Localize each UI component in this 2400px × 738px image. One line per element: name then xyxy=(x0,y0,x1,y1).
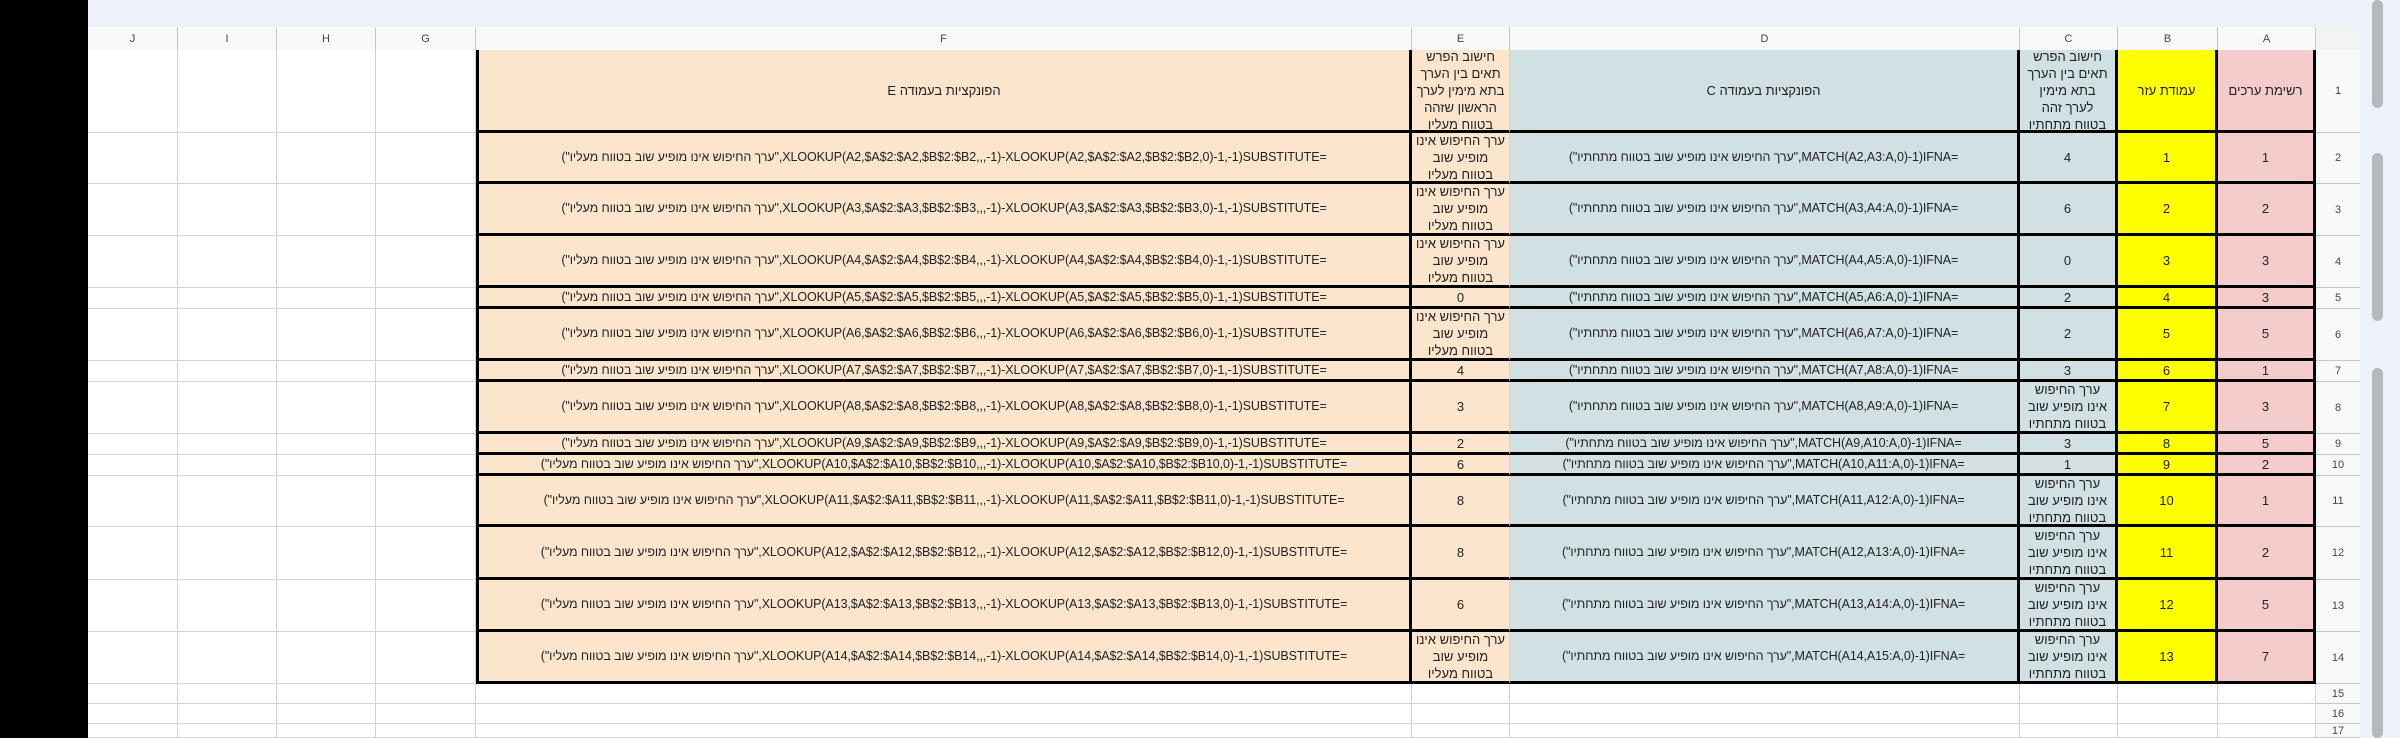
row-header-11[interactable]: 11 xyxy=(2316,476,2360,527)
cell-e1[interactable]: חישוב הפרש תאים בין הערך בתא מימין לערך הראשון שזהה בטווח מעליו xyxy=(1412,50,1510,133)
cell-e7[interactable]: 4 xyxy=(1412,361,1510,382)
cell-b2[interactable]: 1 xyxy=(2118,133,2218,184)
cell-i6[interactable] xyxy=(178,309,277,361)
cell-a9[interactable]: 5 xyxy=(2218,434,2316,455)
cell-b1[interactable]: עמודת עזר xyxy=(2118,50,2218,133)
row-header-7[interactable]: 7 xyxy=(2316,361,2360,382)
row-header-16[interactable]: 16 xyxy=(2316,704,2360,724)
cell-g10[interactable] xyxy=(376,455,476,476)
cell-e5[interactable]: 0 xyxy=(1412,288,1510,309)
cell-b16[interactable] xyxy=(2118,704,2218,724)
row-header-15[interactable]: 15 xyxy=(2316,684,2360,704)
cell-g15[interactable] xyxy=(376,684,476,704)
cell-j1[interactable] xyxy=(88,50,178,133)
row-header-8[interactable]: 8 xyxy=(2316,382,2360,434)
cell-b10[interactable]: 9 xyxy=(2118,455,2218,476)
cell-f1[interactable]: הפונקציות בעמודה E xyxy=(476,50,1412,133)
cell-i16[interactable] xyxy=(178,704,277,724)
spreadsheet-app xyxy=(88,0,2400,738)
cell-g3[interactable] xyxy=(376,184,476,236)
cell-d8[interactable]: =IFNA(MATCH(A8,A9:A,0)-1,"ערך החיפוש אינו מופיע שוב בטווח מתחתיו") xyxy=(1510,382,2020,434)
cell-h15[interactable] xyxy=(277,684,376,704)
cell-a6[interactable]: 5 xyxy=(2218,309,2316,361)
cell-j15[interactable] xyxy=(88,684,178,704)
cell-e6[interactable]: ערך החיפוש אינו מופיע שוב בטווח מעליו xyxy=(1412,309,1510,361)
cell-f13[interactable]: =SUBSTITUTE(XLOOKUP(A13,$A$2:$A13,$B$2:$B13,,,-1)-XLOOKUP(A13,$A$2:$A13,$B$2:$B13,0)-1,-1,"ערך החיפוש אינו מופיע שוב בטווח מעליו") xyxy=(476,580,1412,632)
cell-i7[interactable] xyxy=(178,361,277,382)
cell-e9[interactable]: 2 xyxy=(1412,434,1510,455)
cell-c14[interactable]: ערך החיפוש אינו מופיע שוב בטווח מתחתיו xyxy=(2020,632,2118,684)
row-header-12[interactable]: 12 xyxy=(2316,527,2360,580)
cell-g4[interactable] xyxy=(376,236,476,288)
cell-d15[interactable] xyxy=(1510,684,2020,704)
cell-c17[interactable] xyxy=(2020,724,2118,738)
cell-c15[interactable] xyxy=(2020,684,2118,704)
cell-g17[interactable] xyxy=(376,724,476,738)
cell-d7[interactable]: =IFNA(MATCH(A7,A8:A,0)-1,"ערך החיפוש אינו מופיע שוב בטווח מתחתיו") xyxy=(1510,361,2020,382)
cell-h12[interactable] xyxy=(277,527,376,580)
scrollbar-thumb-1[interactable] xyxy=(2372,0,2383,108)
cell-b12[interactable]: 11 xyxy=(2118,527,2218,580)
cell-b9[interactable]: 8 xyxy=(2118,434,2218,455)
cell-h3[interactable] xyxy=(277,184,376,236)
cell-h17[interactable] xyxy=(277,724,376,738)
cell-i11[interactable] xyxy=(178,476,277,527)
cell-e10[interactable]: 6 xyxy=(1412,455,1510,476)
row-header-6[interactable]: 6 xyxy=(2316,309,2360,361)
column-header-e[interactable]: E xyxy=(1412,27,1510,50)
cell-c13[interactable]: ערך החיפוש אינו מופיע שוב בטווח מתחתיו xyxy=(2020,580,2118,632)
cell-b3[interactable]: 2 xyxy=(2118,184,2218,236)
cell-i3[interactable] xyxy=(178,184,277,236)
cell-j4[interactable] xyxy=(88,236,178,288)
cell-j3[interactable] xyxy=(88,184,178,236)
cell-e3[interactable]: ערך החיפוש אינו מופיע שוב בטווח מעליו xyxy=(1412,184,1510,236)
cell-j13[interactable] xyxy=(88,580,178,632)
cell-d16[interactable] xyxy=(1510,704,2020,724)
cell-a1[interactable]: רשימת ערכים xyxy=(2218,50,2316,133)
cell-h8[interactable] xyxy=(277,382,376,434)
cell-f5[interactable]: =SUBSTITUTE(XLOOKUP(A5,$A$2:$A5,$B$2:$B5,,,-1)-XLOOKUP(A5,$A$2:$A5,$B$2:$B5,0)-1,-1,"ערך החיפוש אינו מופיע שוב בטווח מעליו") xyxy=(476,288,1412,309)
cell-f14[interactable]: =SUBSTITUTE(XLOOKUP(A14,$A$2:$A14,$B$2:$B14,,,-1)-XLOOKUP(A14,$A$2:$A14,$B$2:$B14,0)-1,-1,"ערך החיפוש אינו מופיע שוב בטווח מעליו") xyxy=(476,632,1412,684)
cell-a8[interactable]: 3 xyxy=(2218,382,2316,434)
cell-e13[interactable]: 6 xyxy=(1412,580,1510,632)
cell-g7[interactable] xyxy=(376,361,476,382)
cell-g13[interactable] xyxy=(376,580,476,632)
cell-h13[interactable] xyxy=(277,580,376,632)
cell-h14[interactable] xyxy=(277,632,376,684)
cell-f9[interactable]: =SUBSTITUTE(XLOOKUP(A9,$A$2:$A9,$B$2:$B9,,,-1)-XLOOKUP(A9,$A$2:$A9,$B$2:$B9,0)-1,-1,"ערך החיפוש אינו מופיע שוב בטווח מעליו") xyxy=(476,434,1412,455)
cell-c5[interactable]: 2 xyxy=(2020,288,2118,309)
cell-e16[interactable] xyxy=(1412,704,1510,724)
cell-h2[interactable] xyxy=(277,133,376,184)
cell-e11[interactable]: 8 xyxy=(1412,476,1510,527)
cell-g12[interactable] xyxy=(376,527,476,580)
cell-e2[interactable]: ערך החיפוש אינו מופיע שוב בטווח מעליו xyxy=(1412,133,1510,184)
cell-d2[interactable]: =IFNA(MATCH(A2,A3:A,0)-1,"ערך החיפוש אינו מופיע שוב בטווח מתחתיו") xyxy=(1510,133,2020,184)
cell-i1[interactable] xyxy=(178,50,277,133)
cell-c8[interactable]: ערך החיפוש אינו מופיע שוב בטווח מתחתיו xyxy=(2020,382,2118,434)
cell-a10[interactable]: 2 xyxy=(2218,455,2316,476)
cell-b6[interactable]: 5 xyxy=(2118,309,2218,361)
column-header-j[interactable]: J xyxy=(88,27,178,50)
cell-h4[interactable] xyxy=(277,236,376,288)
cell-a17[interactable] xyxy=(2218,724,2316,738)
cell-f17[interactable] xyxy=(476,724,1412,738)
cell-j6[interactable] xyxy=(88,309,178,361)
cell-e15[interactable] xyxy=(1412,684,1510,704)
cell-h7[interactable] xyxy=(277,361,376,382)
cell-j8[interactable] xyxy=(88,382,178,434)
cell-d12[interactable]: =IFNA(MATCH(A12,A13:A,0)-1,"ערך החיפוש אינו מופיע שוב בטווח מתחתיו") xyxy=(1510,527,2020,580)
cell-f15[interactable] xyxy=(476,684,1412,704)
cell-b13[interactable]: 12 xyxy=(2118,580,2218,632)
cell-g14[interactable] xyxy=(376,632,476,684)
cell-g1[interactable] xyxy=(376,50,476,133)
cell-i12[interactable] xyxy=(178,527,277,580)
cell-d14[interactable]: =IFNA(MATCH(A14,A15:A,0)-1,"ערך החיפוש אינו מופיע שוב בטווח מתחתיו") xyxy=(1510,632,2020,684)
cell-a7[interactable]: 1 xyxy=(2218,361,2316,382)
cell-i14[interactable] xyxy=(178,632,277,684)
cell-a13[interactable]: 5 xyxy=(2218,580,2316,632)
cell-d17[interactable] xyxy=(1510,724,2020,738)
cell-g8[interactable] xyxy=(376,382,476,434)
cell-a4[interactable]: 3 xyxy=(2218,236,2316,288)
cell-d11[interactable]: =IFNA(MATCH(A11,A12:A,0)-1,"ערך החיפוש אינו מופיע שוב בטווח מתחתיו") xyxy=(1510,476,2020,527)
cell-c12[interactable]: ערך החיפוש אינו מופיע שוב בטווח מתחתיו xyxy=(2020,527,2118,580)
cell-a16[interactable] xyxy=(2218,704,2316,724)
cell-f8[interactable]: =SUBSTITUTE(XLOOKUP(A8,$A$2:$A8,$B$2:$B8,,,-1)-XLOOKUP(A8,$A$2:$A8,$B$2:$B8,0)-1,-1,"ערך החיפוש אינו מופיע שוב בטווח מעליו") xyxy=(476,382,1412,434)
cell-d1[interactable]: הפונקציות בעמודה C xyxy=(1510,50,2020,133)
row-header-5[interactable]: 5 xyxy=(2316,288,2360,309)
cell-j9[interactable] xyxy=(88,434,178,455)
cell-j14[interactable] xyxy=(88,632,178,684)
column-header-g[interactable]: G xyxy=(376,27,476,50)
cell-f6[interactable]: =SUBSTITUTE(XLOOKUP(A6,$A$2:$A6,$B$2:$B6,,,-1)-XLOOKUP(A6,$A$2:$A6,$B$2:$B6,0)-1,-1,"ערך החיפוש אינו מופיע שוב בטווח מעליו") xyxy=(476,309,1412,361)
cell-j17[interactable] xyxy=(88,724,178,738)
cell-b8[interactable]: 7 xyxy=(2118,382,2218,434)
cell-e17[interactable] xyxy=(1412,724,1510,738)
row-header-3[interactable]: 3 xyxy=(2316,184,2360,236)
cell-c2[interactable]: 4 xyxy=(2020,133,2118,184)
cell-h16[interactable] xyxy=(277,704,376,724)
cell-h6[interactable] xyxy=(277,309,376,361)
cell-b11[interactable]: 10 xyxy=(2118,476,2218,527)
cell-a5[interactable]: 3 xyxy=(2218,288,2316,309)
cell-i9[interactable] xyxy=(178,434,277,455)
cell-a2[interactable]: 1 xyxy=(2218,133,2316,184)
cell-j7[interactable] xyxy=(88,361,178,382)
cell-j2[interactable] xyxy=(88,133,178,184)
cell-f4[interactable]: =SUBSTITUTE(XLOOKUP(A4,$A$2:$A4,$B$2:$B4,,,-1)-XLOOKUP(A4,$A$2:$A4,$B$2:$B4,0)-1,-1,"ערך החיפוש אינו מופיע שוב בטווח מעליו") xyxy=(476,236,1412,288)
cell-c9[interactable]: 3 xyxy=(2020,434,2118,455)
cell-i5[interactable] xyxy=(178,288,277,309)
cell-b14[interactable]: 13 xyxy=(2118,632,2218,684)
column-header-c[interactable]: C xyxy=(2020,27,2118,50)
column-header-h[interactable]: H xyxy=(277,27,376,50)
cell-c1[interactable]: חישוב הפרש תאים בין הערך בתא מימין לערך זהה בטווח מתחתיו xyxy=(2020,50,2118,133)
cell-b7[interactable]: 6 xyxy=(2118,361,2218,382)
cell-c7[interactable]: 3 xyxy=(2020,361,2118,382)
cell-d13[interactable]: =IFNA(MATCH(A13,A14:A,0)-1,"ערך החיפוש אינו מופיע שוב בטווח מתחתיו") xyxy=(1510,580,2020,632)
cell-i10[interactable] xyxy=(178,455,277,476)
scrollbar-thumb-2[interactable] xyxy=(2372,153,2383,321)
cell-c10[interactable]: 1 xyxy=(2020,455,2118,476)
column-header-a[interactable]: A xyxy=(2218,27,2316,50)
cell-i17[interactable] xyxy=(178,724,277,738)
cell-b4[interactable]: 3 xyxy=(2118,236,2218,288)
cell-f2[interactable]: =SUBSTITUTE(XLOOKUP(A2,$A$2:$A2,$B$2:$B2,,,-1)-XLOOKUP(A2,$A$2:$A2,$B$2:$B2,0)-1,-1,"ערך החיפוש אינו מופיע שוב בטווח מעליו") xyxy=(476,133,1412,184)
cell-a15[interactable] xyxy=(2218,684,2316,704)
cell-j5[interactable] xyxy=(88,288,178,309)
column-headers xyxy=(88,27,2360,50)
row-header-14[interactable]: 14 xyxy=(2316,632,2360,684)
cell-g9[interactable] xyxy=(376,434,476,455)
cell-h10[interactable] xyxy=(277,455,376,476)
cell-h9[interactable] xyxy=(277,434,376,455)
cell-j12[interactable] xyxy=(88,527,178,580)
cell-d5[interactable]: =IFNA(MATCH(A5,A6:A,0)-1,"ערך החיפוש אינו מופיע שוב בטווח מתחתיו") xyxy=(1510,288,2020,309)
sheet-grid[interactable] xyxy=(88,27,2360,738)
cell-d10[interactable]: =IFNA(MATCH(A10,A11:A,0)-1,"ערך החיפוש אינו מופיע שוב בטווח מתחתיו") xyxy=(1510,455,2020,476)
cell-c11[interactable]: ערך החיפוש אינו מופיע שוב בטווח מתחתיו xyxy=(2020,476,2118,527)
cell-d9[interactable]: =IFNA(MATCH(A9,A10:A,0)-1,"ערך החיפוש אינו מופיע שוב בטווח מתחתיו") xyxy=(1510,434,2020,455)
cell-i13[interactable] xyxy=(178,580,277,632)
row-header-1[interactable]: 1 xyxy=(2316,50,2360,133)
cell-j10[interactable] xyxy=(88,455,178,476)
cell-b17[interactable] xyxy=(2118,724,2218,738)
cell-a12[interactable]: 2 xyxy=(2218,527,2316,580)
cell-h5[interactable] xyxy=(277,288,376,309)
row-header-4[interactable]: 4 xyxy=(2316,236,2360,288)
cell-e14[interactable]: ערך החיפוש אינו מופיע שוב בטווח מעליו xyxy=(1412,632,1510,684)
cell-a14[interactable]: 7 xyxy=(2218,632,2316,684)
cell-e4[interactable]: ערך החיפוש אינו מופיע שוב בטווח מעליו xyxy=(1412,236,1510,288)
column-header-i[interactable]: I xyxy=(178,27,277,50)
cell-g5[interactable] xyxy=(376,288,476,309)
cell-b15[interactable] xyxy=(2118,684,2218,704)
cell-j16[interactable] xyxy=(88,704,178,724)
column-header-b[interactable]: B xyxy=(2118,27,2218,50)
cell-f16[interactable] xyxy=(476,704,1412,724)
cell-d4[interactable]: =IFNA(MATCH(A4,A5:A,0)-1,"ערך החיפוש אינו מופיע שוב בטווח מתחתיו") xyxy=(1510,236,2020,288)
cell-f7[interactable]: =SUBSTITUTE(XLOOKUP(A7,$A$2:$A7,$B$2:$B7,,,-1)-XLOOKUP(A7,$A$2:$A7,$B$2:$B7,0)-1,-1,"ערך החיפוש אינו מופיע שוב בטווח מעליו") xyxy=(476,361,1412,382)
cell-c3[interactable]: 6 xyxy=(2020,184,2118,236)
scrollbar-thumb-3[interactable] xyxy=(2372,368,2383,738)
cell-h11[interactable] xyxy=(277,476,376,527)
cell-d6[interactable]: =IFNA(MATCH(A6,A7:A,0)-1,"ערך החיפוש אינו מופיע שוב בטווח מתחתיו") xyxy=(1510,309,2020,361)
cell-g16[interactable] xyxy=(376,704,476,724)
vertical-scrollbar[interactable] xyxy=(2360,0,2400,738)
row-header-9[interactable]: 9 xyxy=(2316,434,2360,455)
row-header-13[interactable]: 13 xyxy=(2316,580,2360,632)
cell-e12[interactable]: 8 xyxy=(1412,527,1510,580)
cell-b5[interactable]: 4 xyxy=(2118,288,2218,309)
cell-c16[interactable] xyxy=(2020,704,2118,724)
cell-i8[interactable] xyxy=(178,382,277,434)
cell-g6[interactable] xyxy=(376,309,476,361)
column-header-f[interactable]: F xyxy=(476,27,1412,50)
cell-a11[interactable]: 1 xyxy=(2218,476,2316,527)
cell-f11[interactable]: =SUBSTITUTE(XLOOKUP(A11,$A$2:$A11,$B$2:$B11,,,-1)-XLOOKUP(A11,$A$2:$A11,$B$2:$B11,0)-1,-1,"ערך החיפוש אינו מופיע שוב בטווח מעליו") xyxy=(476,476,1412,527)
cell-f3[interactable]: =SUBSTITUTE(XLOOKUP(A3,$A$2:$A3,$B$2:$B3,,,-1)-XLOOKUP(A3,$A$2:$A3,$B$2:$B3,0)-1,-1,"ערך החיפוש אינו מופיע שוב בטווח מעליו") xyxy=(476,184,1412,236)
cell-e8[interactable]: 3 xyxy=(1412,382,1510,434)
cell-a3[interactable]: 2 xyxy=(2218,184,2316,236)
cell-h1[interactable] xyxy=(277,50,376,133)
cell-i4[interactable] xyxy=(178,236,277,288)
cell-f10[interactable]: =SUBSTITUTE(XLOOKUP(A10,$A$2:$A10,$B$2:$B10,,,-1)-XLOOKUP(A10,$A$2:$A10,$B$2:$B10,0)-1,-1,"ערך החיפוש אינו מופיע שוב בטווח מעליו") xyxy=(476,455,1412,476)
cell-f12[interactable]: =SUBSTITUTE(XLOOKUP(A12,$A$2:$A12,$B$2:$B12,,,-1)-XLOOKUP(A12,$A$2:$A12,$B$2:$B12,0)-1,-1,"ערך החיפוש אינו מופיע שוב בטווח מעליו") xyxy=(476,527,1412,580)
cell-g11[interactable] xyxy=(376,476,476,527)
row-header-2[interactable]: 2 xyxy=(2316,133,2360,184)
row-header-10[interactable]: 10 xyxy=(2316,455,2360,476)
cell-d3[interactable]: =IFNA(MATCH(A3,A4:A,0)-1,"ערך החיפוש אינו מופיע שוב בטווח מתחתיו") xyxy=(1510,184,2020,236)
cell-g2[interactable] xyxy=(376,133,476,184)
select-all-corner[interactable] xyxy=(2316,27,2360,50)
column-header-d[interactable]: D xyxy=(1510,27,2020,50)
cell-i2[interactable] xyxy=(178,133,277,184)
cell-c4[interactable]: 0 xyxy=(2020,236,2118,288)
row-header-17[interactable]: 17 xyxy=(2316,724,2360,738)
cell-c6[interactable]: 2 xyxy=(2020,309,2118,361)
cell-i15[interactable] xyxy=(178,684,277,704)
cell-j11[interactable] xyxy=(88,476,178,527)
